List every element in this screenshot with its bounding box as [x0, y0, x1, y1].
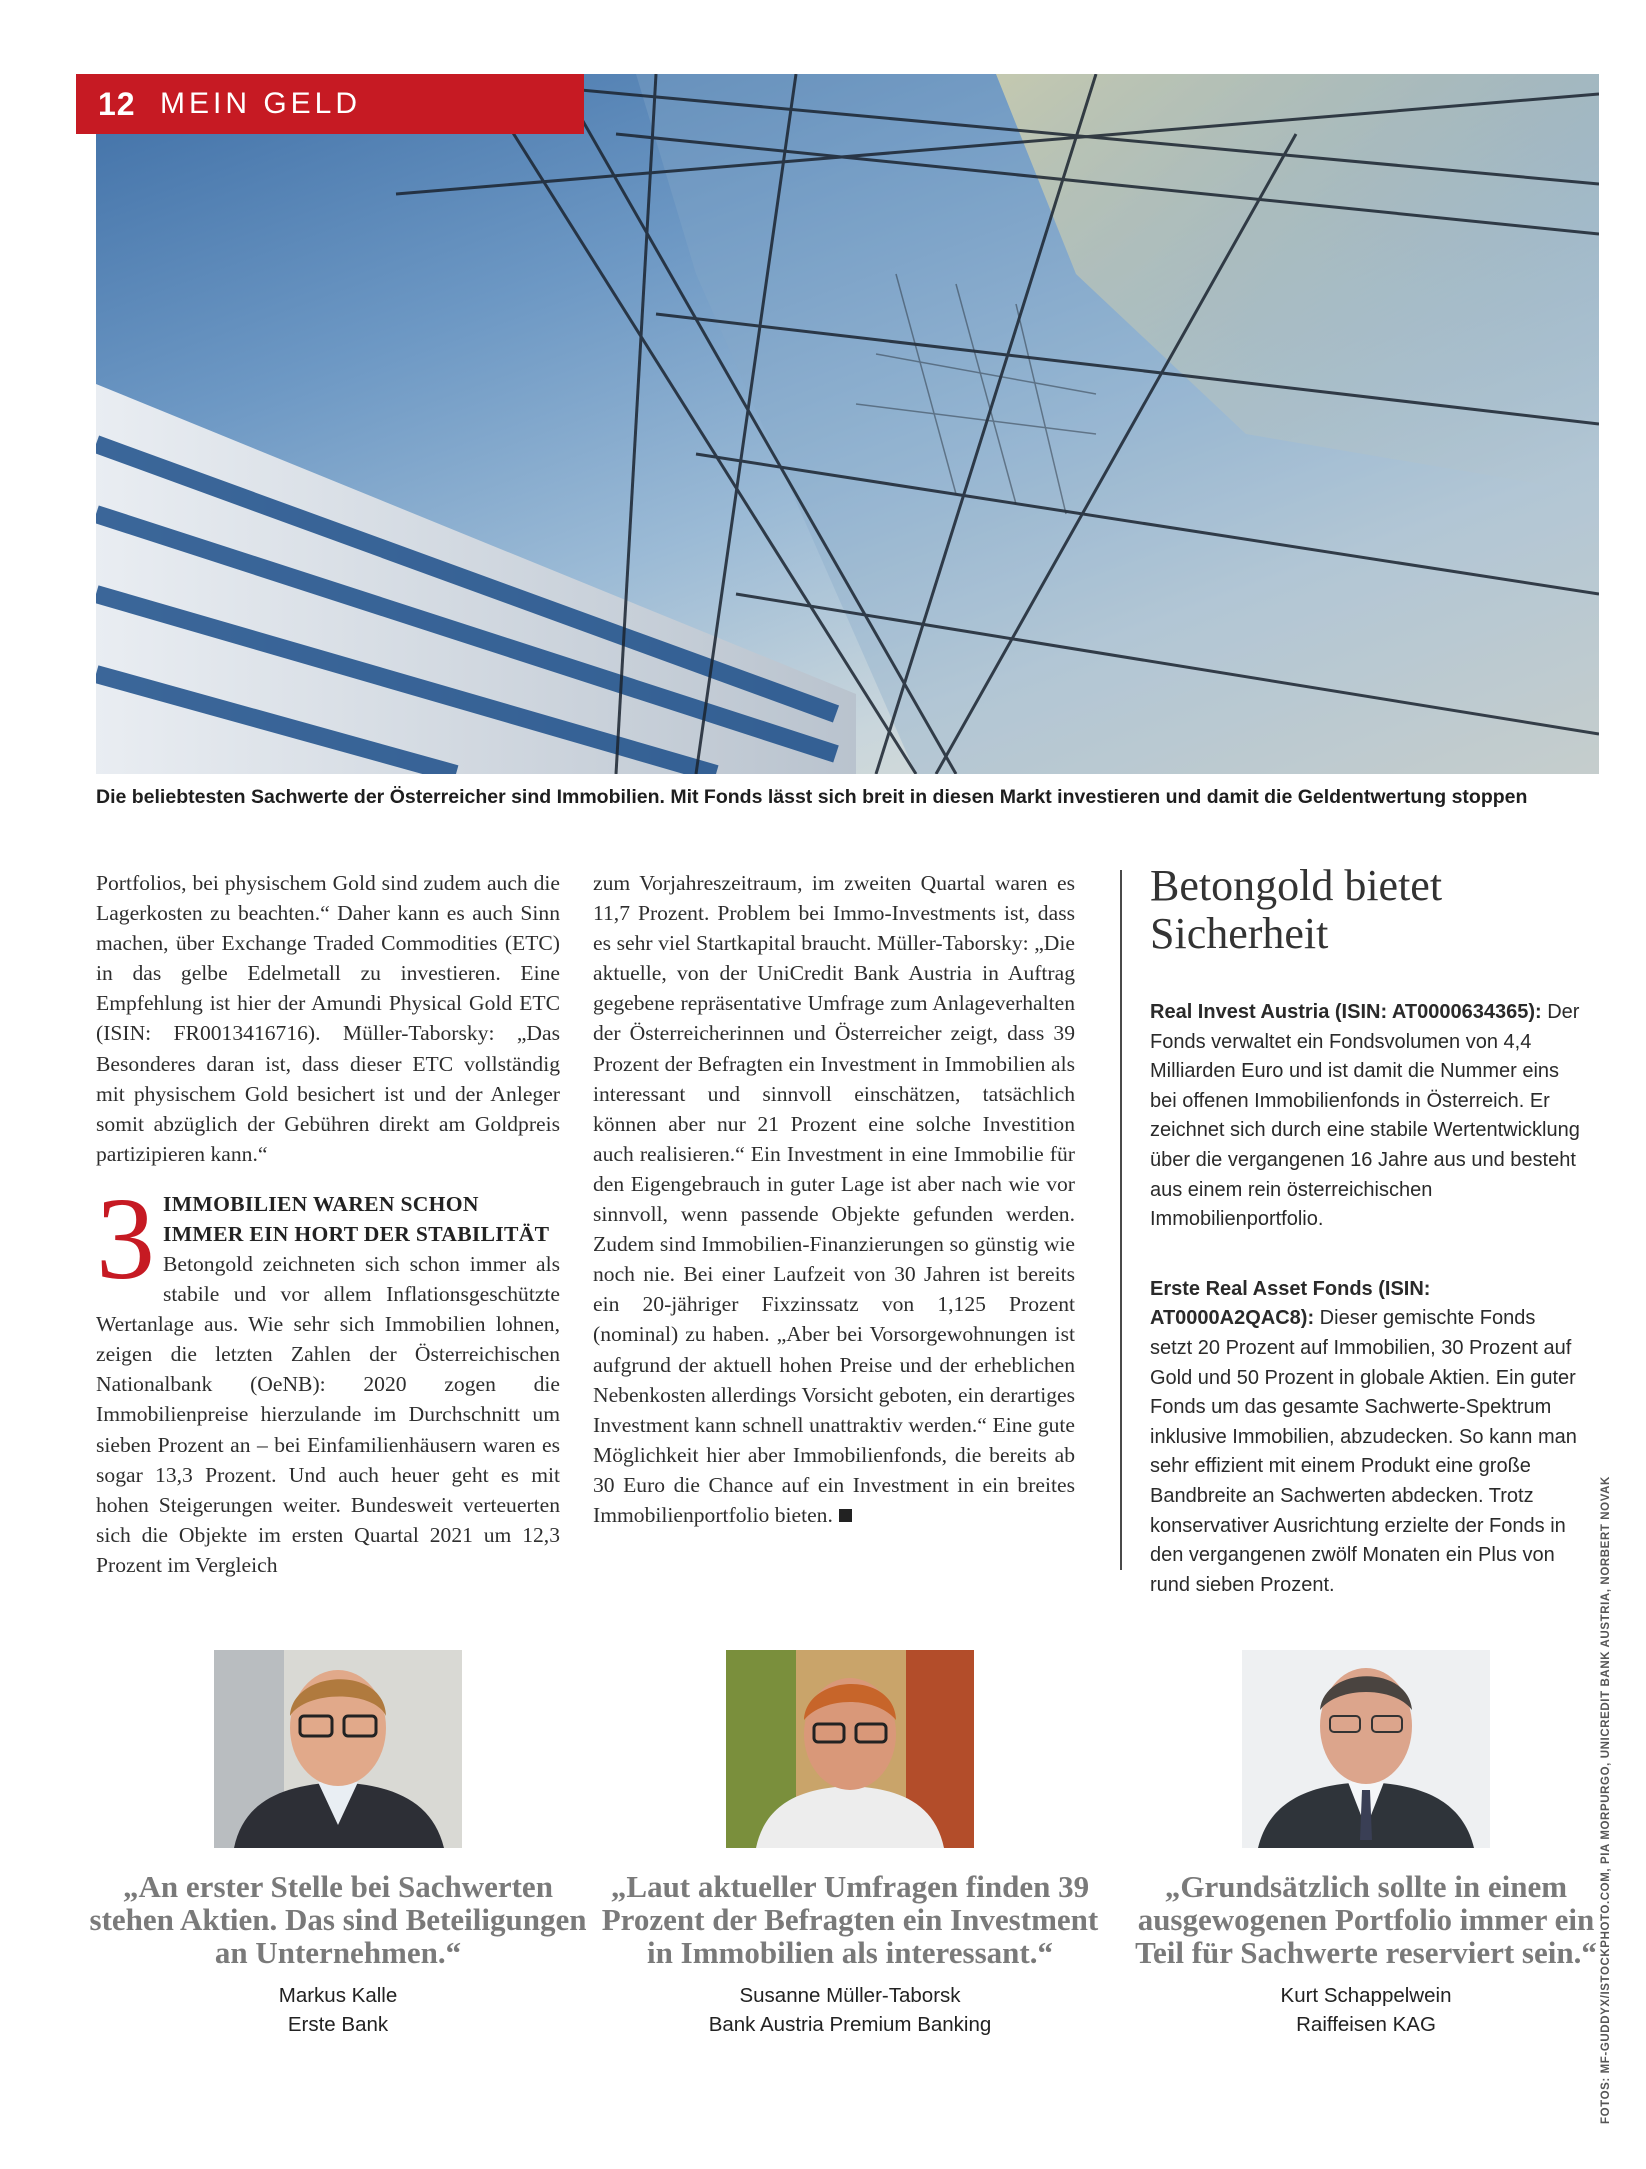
quote-text: „Laut aktueller Umfragen finden 39 Prozent der Befragten ein Investment in Immobilien als interessant.“ [601, 1869, 1099, 1970]
page-number: 12 [98, 86, 136, 122]
section-header [76, 74, 584, 134]
sidebar-box [1150, 862, 1580, 1600]
person-organization: Bank Austria Premium Banking [708, 2013, 992, 2036]
quote-block [1116, 1650, 1616, 2039]
person-name: Susanne Müller-Taborsk [739, 1984, 961, 2007]
person-organization: Raiffeisen KAG [1296, 2013, 1436, 2036]
portrait-illustration [726, 1650, 974, 1848]
hero-photo [96, 74, 1599, 774]
person-name: Kurt Schappelwein [1280, 1984, 1452, 2007]
fund-name: Erste Real Asset Fonds (ISIN: AT0000A2QAC8): [1150, 1277, 1431, 1330]
article-column-1 [96, 868, 560, 1580]
portrait-photo [726, 1650, 974, 1848]
article-column-2 [593, 868, 1075, 1530]
fund-description: Der Fonds verwaltet ein Fondsvolumen von 4,4 Milliarden Euro und ist damit die Nummer eins bei offenen Immobilienfonds in Österreich. Er zeichnet sich durch eine stabile Wertentwicklung über die vergangenen 16 Jahre aus und besteht aus einem rein österreichischen Immobilienportfolio. [1150, 1001, 1580, 1231]
glass-facade-illustration [96, 74, 1599, 774]
fund-name: Real Invest Austria (ISIN: AT0000634365): [1150, 1001, 1542, 1023]
article-paragraph: Portfolios, bei physischem Gold sind zudem auch die Lagerkosten zu beachten.“ Daher kann es auch Sinn machen, über Exchange Traded Commodities (ETC) in das gelbe Edelmetall zu investieren. Eine Empfehlung ist hier der Amundi Physical Gold ETC (ISIN: FR0013416716). Müller-Taborsky: „Das Besonderes daran ist, dass dieser ETC vollständig mit physischem Gold besichert ist und der Anleger somit abzüglich der Gebühren direkt am Goldpreis partizipieren kann.“ [96, 871, 560, 1166]
portrait-illustration [214, 1650, 462, 1848]
sidebar-title: Betongold bietet Sicherheit [1150, 861, 1443, 958]
quote-block [600, 1650, 1100, 2039]
subsection [96, 1172, 560, 1580]
fund-entry [1150, 1275, 1580, 1601]
subsection-number: 3 [96, 1172, 155, 1304]
fund-description: Dieser gemischte Fonds setzt 20 Prozent auf Immobilien, 30 Prozent auf Gold und 50 Prozent in globale Aktien. Ein guter Fonds um das gesamte Sachwerte-Spektrum inklusive Immobilien, abzudecken. So kann man sehr effizient mit einem Produkt eine große Bandbreite an Sachwerten abdecken. Trotz konservativer Ausrichtung erzielte der Fonds in den vergangenen zwölf Monaten ein Plus von rund sieben Prozent. [1150, 1307, 1577, 1596]
quote-block [88, 1650, 588, 2039]
section-title: MEIN GELD [160, 87, 362, 120]
sidebar-divider [1120, 870, 1122, 1570]
person-organization: Erste Bank [287, 2013, 389, 2036]
subsection-heading: IMMOBILIEN WAREN SCHON IMMER EIN HORT DER STABILITÄT [163, 1191, 550, 1246]
quote-text: „An erster Stelle bei Sachwerten stehen Aktien. Das sind Beteiligungen an Unternehmen.“ [89, 1869, 587, 1970]
end-mark-icon [839, 1509, 852, 1522]
quote-text: „Grundsätzlich sollte in einem ausgewogenen Portfolio immer ein Teil für Sachwerte reserviert sein.“ [1135, 1869, 1597, 1970]
article-paragraph: zum Vorjahreszeitraum, im zweiten Quartal waren es 11,7 Prozent. Problem bei Immo-Investments ist, dass es sehr viel Startkapital braucht. Müller-Taborsky: „Die aktuelle, von der UniCredit Bank Austria in Auftrag gegebene repräsentative Umfrage zum Anlageverhalten der Österreicherinnen und Österreicher zeigt, dass 39 Prozent der Befragten ein Investment in Immobilien als interessant und sinnvoll einschätzen, tatsächlich können aber nur 21 Prozent eine solche Investition auch realisieren.“ Ein Investment in eine Immobilie für den Eigengebrauch in guter Lage ist aber nach wie vor sinnvoll, wenn passende Objekte gefunden werden. Zudem sind Immobilien-Finanzierungen so günstig wie noch nie. Bei einer Laufzeit von 30 Jahren ist bereits ein 20-jähriger Fixzinssatz von 1,125 Prozent (nominal) zu haben. „Aber bei Vorsorgewohnungen ist aufgrund der aktuell hohen Preise und der erheblichen Nebenkosten allerdings Vorsicht geboten, ein derartiges Investment kann schnell unattraktiv werden.“ Eine gute Möglichkeit hier aber Immobilienfonds, die bereits ab 30 Euro die Chance auf ein Investment in ein breites Immobilienportfolio bieten. [593, 871, 1075, 1527]
fund-entry [1150, 998, 1580, 1235]
portrait-photo [214, 1650, 462, 1848]
article-paragraph: Betongold zeichneten sich schon immer als stabile und vor allem Inflationsgeschützte Wertanlage aus. Wie sehr sich Immobilien lohnen, zeigen die letzten Zahlen der Österreichischen Nationalbank (OeNB): 2020 zogen die Immobilienpreise hierzulande im Durchschnitt um sieben Prozent an – bei Einfamilienhäusern waren es sogar 13,3 Prozent. Und auch heuer geht es mit hohen Steigerungen weiter. Bundesweit verteuerten sich die Objekte im ersten Quartal 2021 um 12,3 Prozent im Vergleich [96, 1251, 560, 1577]
person-name: Markus Kalle [278, 1984, 398, 2007]
portrait-illustration [1242, 1650, 1490, 1848]
photo-credits: FOTOS: MF-GUDDYX/ISTOCKPHOTO.COM, PIA MORPURGO, UNICREDIT BANK AUSTRIA, NORBERT NOVAK [1600, 1476, 1612, 2124]
portrait-photo [1242, 1650, 1490, 1848]
photo-caption: Die beliebtesten Sachwerte der Österreicher sind Immobilien. Mit Fonds lässt sich breit in diesen Markt investieren und damit die Geldentwertung stoppen [96, 786, 1528, 808]
